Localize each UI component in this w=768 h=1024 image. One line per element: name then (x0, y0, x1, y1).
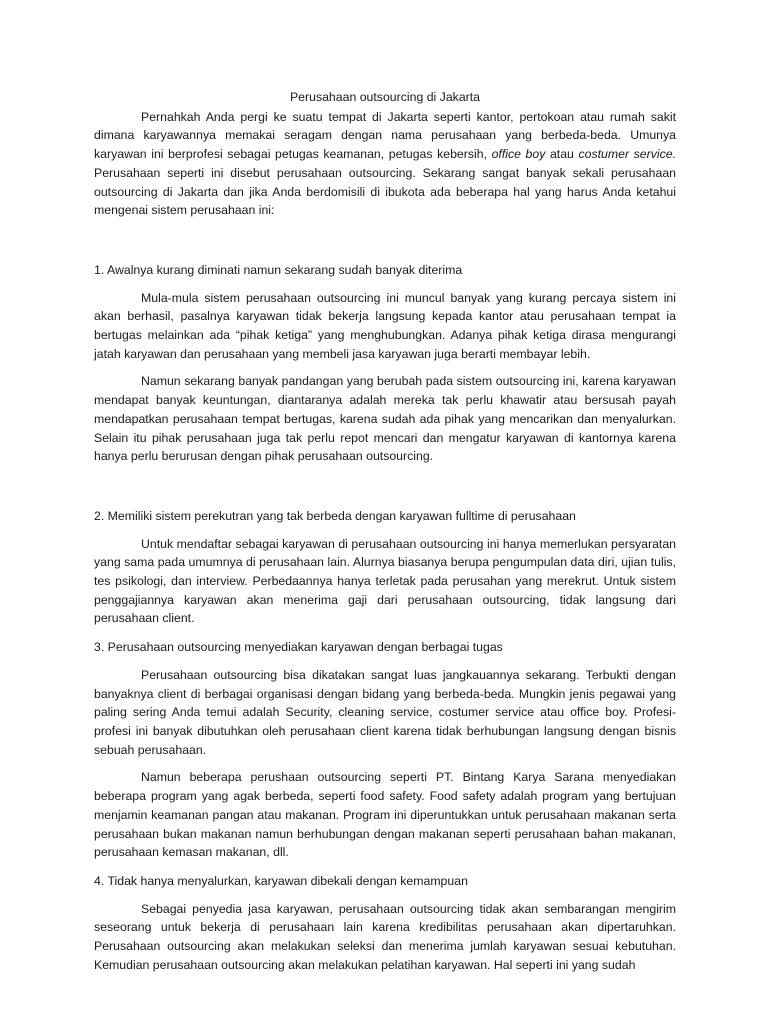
section-1-paragraph-2: Namun sekarang banyak pandangan yang berubah pada sistem outsourcing ini, karena karyawan mendapat banyak keuntungan, diantaranya adalah mereka tak perlu khawatir atau bersusah payah mendapatkan perusahaan tempat bertugas, karena sudah ada pihak yang mencarikan dan menyalurkan. Selain itu pihak perusahaan juga tak perlu repot mencari dan mengatur karyawan di kantornya karena hanya perlu berurusan dengan pihak perusahaan outsourcing. (94, 374, 676, 464)
section-4-paragraph-1: Sebagai penyedia jasa karyawan, perusahaan outsourcing tidak akan sembarangan mengirim seseorang untuk bekerja di perusahaan lain karena kredibilitas perusahaan akan dipertaruhkan. Perusahaan outsourcing akan melakukan seleksi dan menerima jumlah karyawan sesuai kebutuhan. Kemudian perusahaan outsourcing akan melakukan pelatihan karyawan. Hal seperti ini yang sudah (94, 901, 676, 972)
intro-italic-costumer-service: costumer service. (578, 147, 676, 162)
section-4-heading: 4. Tidak hanya menyalurkan, karyawan dibekali dengan kemampuan (94, 873, 468, 888)
section-2-heading: 2. Memiliki sistem perekutran yang tak berbeda dengan karyawan fulltime di perusahaan (94, 508, 576, 523)
document-body (94, 88, 676, 974)
intro-text-1: Pernahkah Anda pergi ke suatu tempat di Jakarta seperti kantor, pertokoan atau rumah sakit dimana karyawannya memakai seragam dengan nama perusahaan yang berbeda-beda. Umunya karyawan ini berprofesi sebagai petugas keamanan, petugas kebersih, (94, 109, 676, 162)
section-3-heading: 3. Perusahaan outsourcing menyediakan karyawan dengan berbagai tugas (94, 640, 503, 655)
section-1-paragraph-1: Mula-mula sistem perusahaan outsourcing ini muncul banyak yang kurang percaya sistem ini akan berhasil, pasalnya karyawan tidak bekerja langsung kepada kantor atau perusahaan tempat ia bertugas melainkan ada “pihak ketiga” yang menghubungkan. Adanya pihak ketiga dirasa mengurangi jatah karyawan dan perusahaan yang membeli jasa karyawan juga berarti membayar lebih. (94, 290, 676, 361)
intro-italic-office-boy: office boy (491, 147, 546, 162)
intro-paragraph (94, 108, 676, 220)
intro-text-2: atau (545, 147, 579, 162)
document-title: Perusahaan outsourcing di Jakarta (289, 90, 481, 104)
section-3-paragraph-1: Perusahaan outsourcing bisa dikatakan sangat luas jangkauannya sekarang. Terbukti dengan banyaknya client di berbagai organisasi dengan bidang yang berbeda-beda. Mungkin jenis pegawai yang paling sering Anda temui adalah Security, cleaning service, costumer service atau office boy. Profesi-profesi ini banyak dibutuhkan oleh perusahaan client karena tidak berhubungan langsung dengan bisnis sebuah perusahaan. (94, 667, 676, 757)
section-3-paragraph-2: Namun beberapa perushaan outsourcing seperti PT. Bintang Karya Sarana menyediakan beberapa program yang agak berbeda, seperti food safety. Food safety adalah program yang bertujuan menjamin keamanan pangan atau makanan. Program ini diperuntukkan untuk perusahaan makanan serta perusahaan bukan makanan namun berhubungan dengan makanan seperti perusahaan bahan makanan, perusahaan kemasan makanan, dll. (94, 770, 676, 860)
section-2-paragraph-1: Untuk mendaftar sebagai karyawan di perusahaan outsourcing ini hanya memerlukan persyaratan yang sama pada umumnya di perusahaan lain. Alurnya biasanya berupa pengumpulan data diri, ujian tulis, tes psikologi, dan interview. Perbedaannya hanya terletak pada perusahan yang merekrut. Untuk sistem penggajiannya karyawan akan menerima gaji dari perusahaan outsourcing, tidak langsung dari perusahaan client. (94, 536, 676, 626)
intro-text-3: Perusahaan seperti ini disebut perusahaan outsourcing. Sekarang sangat banyak sekali perusahaan outsourcing di Jakarta dan jika Anda berdomisili di ibukota ada beberapa hal yang harus Anda ketahui mengenai sistem perusahaan ini: (94, 165, 676, 218)
section-1-heading: 1. Awalnya kurang diminati namun sekarang sudah banyak diterima (94, 262, 463, 277)
